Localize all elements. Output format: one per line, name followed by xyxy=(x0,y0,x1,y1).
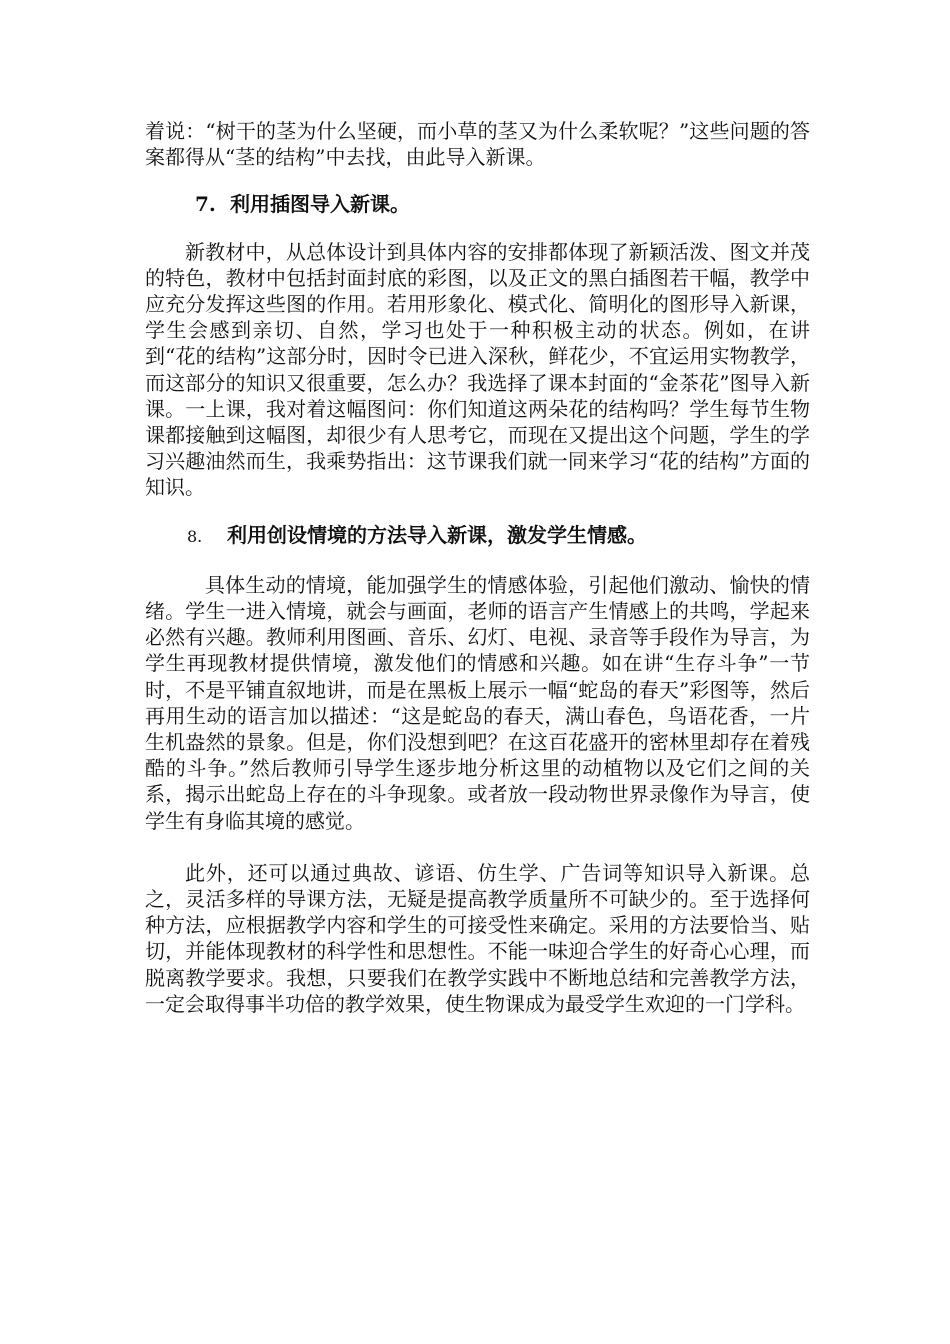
paragraph-conclusion: 此外，还可以通过典故、谚语、仿生学、广告词等知识导入新课。总之，灵活多样的导课方法，无疑是提高教学质量所不可缺少的。至于选择何种方法，应根据教学内容和学生的可接受性来确定。采用的方法要恰当、贴切，并能体现教材的科学性和思想性。不能一味迎合学生的好奇心心理，而脱离教学要求。我想，只要我们在教学实践中不断地总结和完善教学方法，一定会取得事半功倍的教学效果，使生物课成为最受学生欢迎的一门学科。 xyxy=(145,860,810,1016)
heading-8-number: 8. xyxy=(187,526,203,546)
heading-7 xyxy=(145,191,810,217)
paragraph-intro: 着说：“树干的茎为什么坚硬，而小草的茎又为什么柔软呢？”这些问题的答案都得从“茎的结构”中去找，由此导入新课。 xyxy=(145,119,810,170)
heading-7-number: 7. xyxy=(195,192,216,217)
heading-7-text: 利用插图导入新课。 xyxy=(230,192,410,217)
heading-8-text: 利用创设情境的方法导入新课，激发学生情感。 xyxy=(227,522,647,547)
paragraph-situation: 具体生动的情境，能加强学生的情感体验，引起他们激动、愉快的情绪。学生一进入情境，就会与画面，老师的语言产生情感上的共鸣，学起来必然有兴趣。教师利用图画、音乐、幻灯、电视、录音等手段作为导言，为学生再现教材提供情境，激发他们的情感和兴趣。如在讲“生存斗争”一节时，不是平铺直叙地讲，而是在黑板上展示一幅“蛇岛的春天”彩图等，然后再用生动的语言加以描述：“这是蛇岛的春天，满山春色，鸟语花香，一片生机盎然的景象。但是，你们没想到吧？在这百花盛开的密林里却存在着残酷的斗争。”然后教师引导学生逐步地分析这里的动植物以及它们之间的关系，揭示出蛇岛上存在的斗争现象。或者放一段动物世界录像作为导言，使学生有身临其境的感觉。 xyxy=(145,572,810,833)
paragraph-illustration: 新教材中，从总体设计到具体内容的安排都体现了新颖活泼、图文并茂的特色，教材中包括封面封底的彩图，以及正文的黑白插图若干幅，教学中应充分发挥这些图的作用。若用形象化、模式化、简明化的图形导入新课，学生会感到亲切、自然，学习也处于一种积极主动的状态。例如，在讲到“花的结构”这部分时，因时令已进入深秋，鲜花少，不宜运用实物教学，而这部分的知识又很重要，怎么办？我选择了课本封面的“金茶花”图导入新课。一上课，我对着这幅图问：你们知道这两朵花的结构吗？学生每节生物课都接触到这幅图，却很少有人思考它，而现在又提出这个问题，学生的学习兴趣油然而生，我乘势指出：这节课我们就一同来学习“花的结构”方面的知识。 xyxy=(145,239,810,500)
heading-8 xyxy=(145,522,810,550)
document-body xyxy=(145,118,810,1017)
